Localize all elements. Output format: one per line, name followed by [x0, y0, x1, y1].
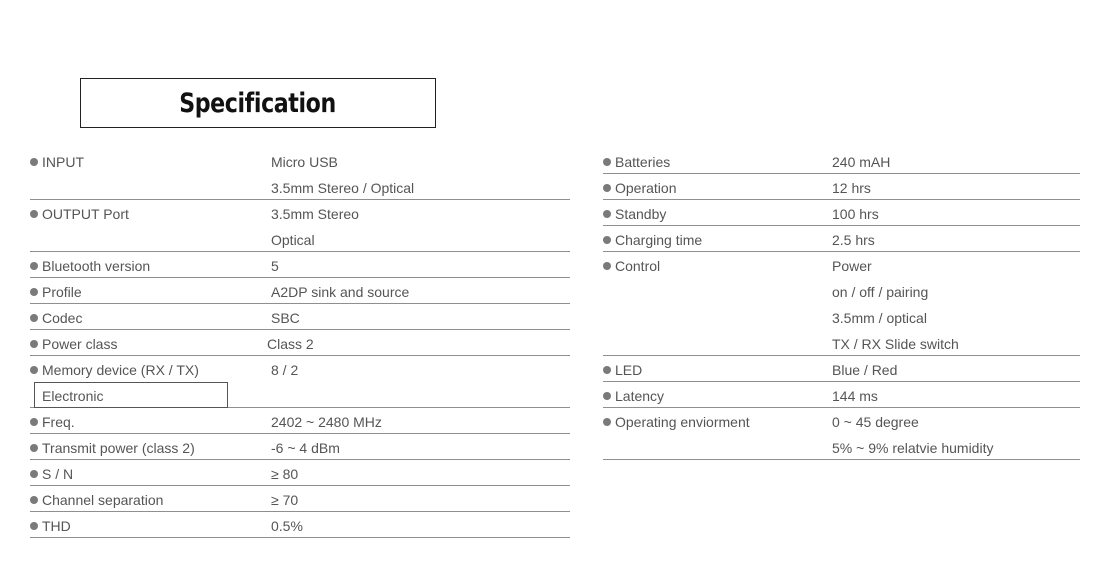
spec-label-text: THD	[42, 518, 71, 534]
spec-label-text: Standby	[615, 206, 667, 222]
section-subheading: Electronic	[34, 382, 228, 408]
spec-value: 8 / 2	[271, 362, 299, 378]
spec-label	[30, 440, 195, 456]
spec-row	[603, 434, 1080, 460]
spec-value: 144 ms	[832, 388, 878, 404]
spec-row	[603, 174, 1080, 200]
spec-value: Power	[832, 258, 872, 274]
bullet-icon	[30, 210, 38, 218]
spec-label-text: Transmit power (class 2)	[42, 440, 195, 456]
spec-label	[603, 258, 660, 274]
spec-label-text: Charging time	[615, 232, 703, 248]
spec-value: Class 2	[267, 336, 314, 352]
spec-label-text: Operating enviorment	[615, 414, 750, 430]
spec-value: TX / RX Slide switch	[832, 336, 959, 352]
spec-value: Micro USB	[271, 154, 338, 170]
spec-label-text: Bluetooth version	[42, 258, 151, 274]
spec-label	[603, 388, 664, 404]
spec-label-text: INPUT	[42, 154, 84, 170]
spec-label	[603, 414, 750, 430]
spec-label	[30, 362, 199, 378]
spec-row	[603, 408, 1080, 434]
spec-value: -6 ~ 4 dBm	[271, 440, 340, 456]
spec-value: ≥ 80	[271, 466, 299, 482]
spec-label	[30, 154, 84, 170]
right-spec-table	[603, 148, 1080, 460]
bullet-icon	[603, 366, 611, 374]
spec-row	[30, 356, 570, 382]
spec-row	[603, 148, 1080, 174]
spec-label-text: OUTPUT Port	[42, 206, 129, 222]
bullet-icon	[30, 418, 38, 426]
spec-row	[603, 304, 1080, 330]
bullet-icon	[603, 418, 611, 426]
spec-row	[603, 330, 1080, 356]
spec-value: 5	[271, 258, 279, 274]
spec-row	[603, 382, 1080, 408]
spec-label-text: Memory device (RX / TX)	[42, 362, 199, 378]
spec-row	[30, 434, 570, 460]
bullet-icon	[30, 496, 38, 504]
spec-value: SBC	[271, 310, 300, 326]
bullet-icon	[30, 444, 38, 452]
bullet-icon	[30, 522, 38, 530]
spec-value: 240 mAH	[832, 154, 891, 170]
bullet-icon	[603, 184, 611, 192]
spec-value: 3.5mm / optical	[832, 310, 927, 326]
spec-label	[30, 466, 73, 482]
spec-row	[603, 252, 1080, 278]
bullet-icon	[30, 340, 38, 348]
spec-label	[603, 154, 670, 170]
spec-row	[30, 512, 570, 538]
spec-label	[30, 206, 129, 222]
spec-row	[603, 226, 1080, 252]
spec-label-text: LED	[615, 362, 643, 378]
bullet-icon	[30, 470, 38, 478]
bullet-icon	[603, 210, 611, 218]
spec-label	[603, 232, 702, 248]
spec-value: 3.5mm Stereo / Optical	[271, 180, 415, 196]
spec-value: ≥ 70	[271, 492, 299, 508]
bullet-icon	[603, 392, 611, 400]
spec-row	[603, 278, 1080, 304]
bullet-icon	[30, 288, 38, 296]
spec-label-text: Operation	[615, 180, 677, 196]
spec-row	[30, 174, 570, 200]
spec-row	[30, 460, 570, 486]
spec-row	[30, 226, 570, 252]
spec-row	[30, 330, 570, 356]
spec-value: 5% ~ 9% relatvie humidity	[832, 440, 994, 456]
spec-row	[30, 304, 570, 330]
spec-value: Optical	[271, 232, 315, 248]
page-title: Specification	[179, 87, 337, 119]
bullet-icon	[30, 158, 38, 166]
spec-value: 2402 ~ 2480 MHz	[271, 414, 382, 430]
bullet-icon	[30, 314, 38, 322]
spec-value: on / off / pairing	[832, 284, 929, 300]
spec-label-text: Freq.	[42, 414, 75, 430]
spec-value: 12 hrs	[832, 180, 871, 196]
spec-row	[30, 408, 570, 434]
spec-row	[603, 356, 1080, 382]
spec-title-box	[80, 78, 436, 128]
spec-label-text: Profile	[42, 284, 82, 300]
spec-label-text: Latency	[615, 388, 665, 404]
bullet-icon	[30, 366, 38, 374]
spec-label-text: Codec	[42, 310, 83, 326]
spec-row	[603, 200, 1080, 226]
spec-value: A2DP sink and source	[271, 284, 410, 300]
bullet-icon	[603, 158, 611, 166]
spec-value: 0.5%	[271, 518, 303, 534]
spec-label	[30, 518, 71, 534]
spec-value: 0 ~ 45 degree	[832, 414, 919, 430]
spec-label-text: Control	[615, 258, 661, 274]
bullet-icon	[603, 236, 611, 244]
spec-label-text: Power class	[42, 336, 118, 352]
spec-label	[30, 284, 82, 300]
bullet-icon	[30, 262, 38, 270]
spec-row	[30, 382, 570, 408]
spec-label	[603, 206, 666, 222]
spec-label	[30, 310, 82, 326]
spec-label-text: Batteries	[615, 154, 671, 170]
spec-row	[30, 278, 570, 304]
spec-label	[603, 180, 676, 196]
spec-value: 2.5 hrs	[832, 232, 875, 248]
spec-label	[30, 414, 75, 430]
spec-label	[30, 336, 117, 352]
bullet-icon	[603, 262, 611, 270]
spec-label	[30, 258, 150, 274]
spec-row	[30, 200, 570, 226]
spec-value: 3.5mm Stereo	[271, 206, 359, 222]
left-spec-table	[30, 148, 570, 538]
spec-label-text: Channel separation	[42, 492, 164, 508]
spec-row	[30, 148, 570, 174]
spec-label	[603, 362, 642, 378]
spec-value: Blue / Red	[832, 362, 898, 378]
spec-label-text: S / N	[42, 466, 74, 482]
spec-label	[30, 492, 163, 508]
spec-row	[30, 486, 570, 512]
spec-row	[30, 252, 570, 278]
spec-value: 100 hrs	[832, 206, 879, 222]
